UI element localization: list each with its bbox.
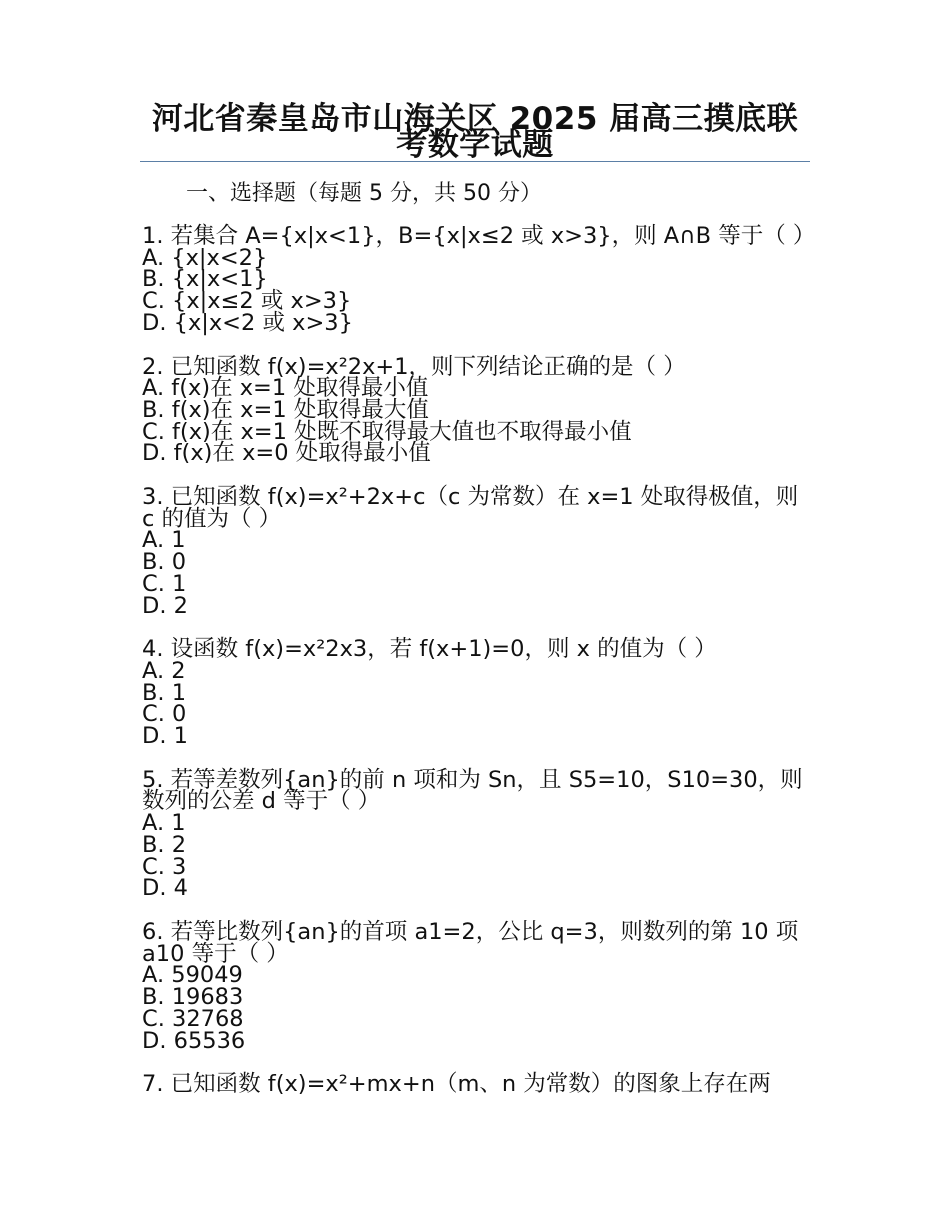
question-stem: 3. 已知函数 f(x)=x²+2x+c（c 为常数）在 x=1 处取得极值，则 c 的值为（ ） [142,484,799,532]
option-a: A. f(x)在 x=1 处取得最小值 [142,375,429,402]
question-5 [142,766,812,902]
question-7 [142,1071,812,1098]
option-b: B. 19683 [142,984,244,1011]
question-2 [142,353,812,467]
option-d: D. 4 [142,875,188,902]
question-6 [142,918,812,1054]
page-title: 河北省秦皇岛市山海关区 2025 届高三摸底联考数学试题 [151,101,799,163]
question-4 [142,636,812,750]
section-heading: 一、选择题（每题 5 分，共 50 分） [186,181,542,206]
option-d: D. f(x)在 x=0 处取得最小值 [142,440,431,467]
option-c: C. f(x)在 x=1 处既不取得最大值也不取得最小值 [142,418,632,445]
question-3 [142,484,812,619]
question-stem: 5. 若等差数列{an}的前 n 项和为 Sn，且 S5=10，S10=30，则数列的公差 d 等于（ ） [142,766,803,815]
option-b: B. f(x)在 x=1 处取得最大值 [142,396,429,423]
question-stem: 2. 已知函数 f(x)=x²2x+1，则下列结论正确的是（ ） [142,353,686,380]
option-a: A. 59049 [142,962,243,989]
question-1 [142,223,816,336]
question-stem: 4. 设函数 f(x)=x²2x3，若 f(x+1)=0，则 x 的值为（ ） [142,636,717,663]
option-b: B. {x|x<1} [142,266,268,293]
option-d: D. 2 [142,592,188,619]
option-d: D. 65536 [142,1027,246,1054]
option-b: B. 0 [142,549,187,576]
option-d: D. 1 [142,723,188,750]
option-c: C. 3 [142,853,187,880]
option-c: C. 32768 [142,1005,244,1032]
option-a: A. 1 [142,527,186,554]
question-stem: 7. 已知函数 f(x)=x²+mx+n（m、n 为常数）的图象上存在两 [142,1071,771,1098]
question-list [142,223,816,1118]
option-d: D. {x|x<2 或 x>3} [142,309,353,336]
option-b: B. 1 [142,679,187,706]
option-c: C. 1 [142,570,187,597]
option-a: A. 2 [142,657,186,684]
question-stem: 1. 若集合 A={x|x<1}，B={x|x≤2 或 x>3}，则 A∩B 等于（ ） [142,223,816,249]
option-a: A. 1 [142,810,186,837]
option-b: B. 2 [142,831,187,858]
question-stem: 6. 若等比数列{an}的首项 a1=2，公比 q=3，则数列的第 10 项 a10 等于（ ） [142,918,799,967]
option-a: A. {x|x<2} [142,244,268,271]
title-divider [140,161,810,162]
option-c: C. 0 [142,701,187,728]
option-c: C. {x|x≤2 或 x>3} [142,288,352,315]
